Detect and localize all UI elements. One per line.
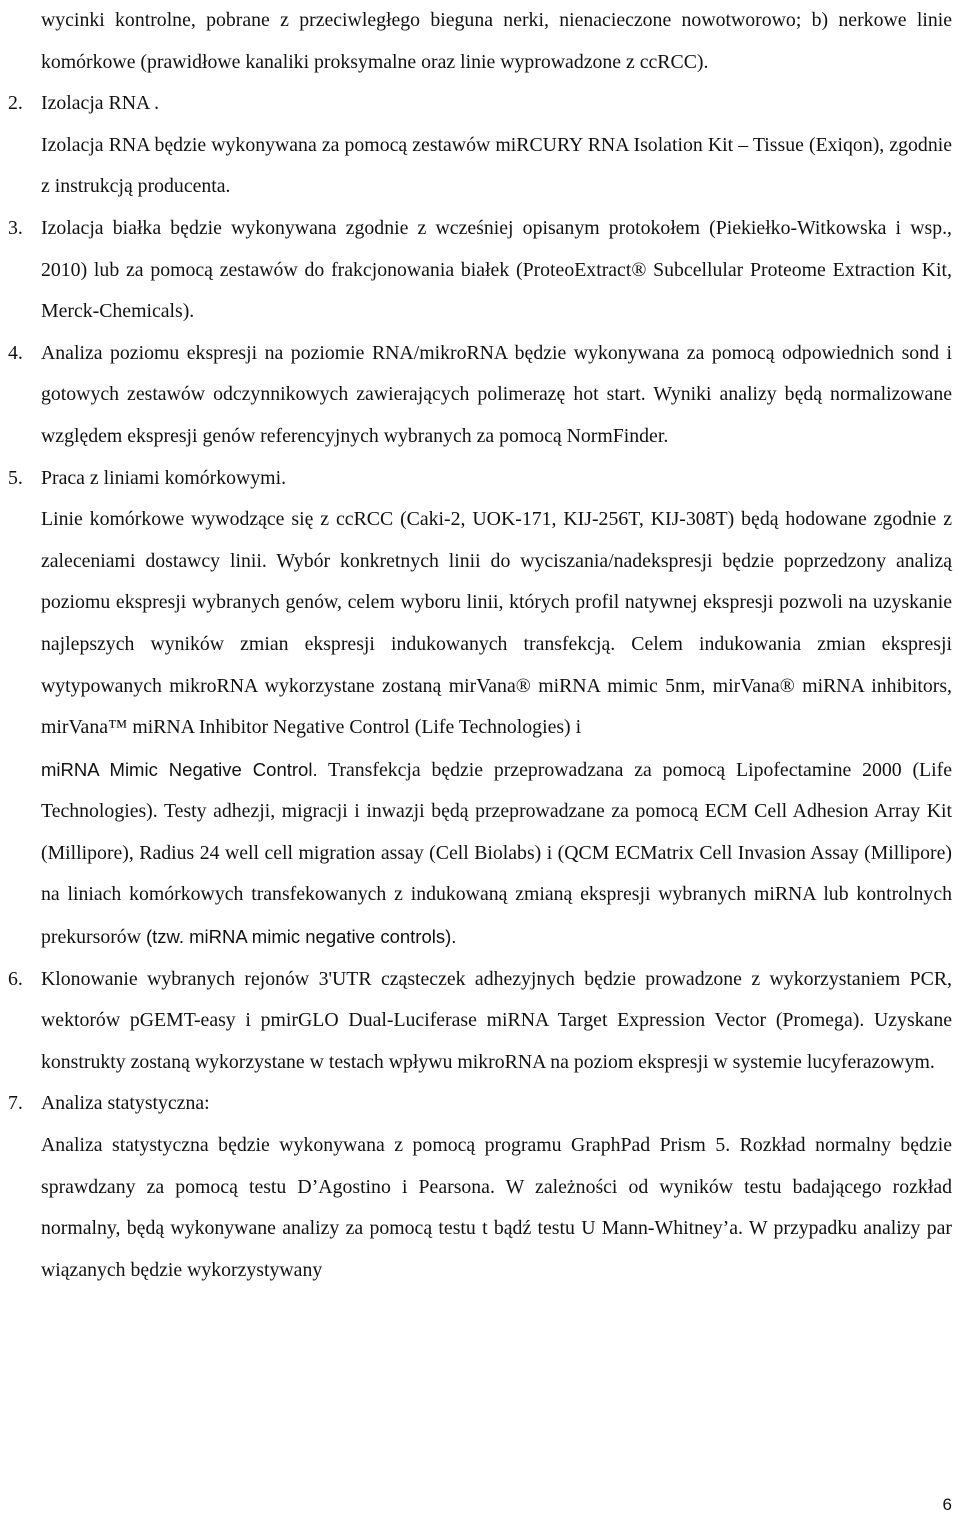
section-text-sans: miRNA Mimic Negative Control. (41, 758, 318, 780)
section-title: Analiza statystyczna: (41, 1092, 210, 1115)
section-number: 5. (8, 466, 23, 489)
paragraph-continuation (8, 0, 952, 83)
section-text: Transfekcja będzie przeprowadzana za pomocą Lipofectamine 2000 (Life Technologies). Testy adhezji, migracji i inwazji będą przeprowadzane za pomocą ECM Cell Adhesion Array Kit (Millipore), Radius 24 well cell migration assay (Cell Biolabs) i (QCM ECMatrix Cell Invasion Assay (Millipore) na liniach komórkowych transfekowanych z indukowaną zmianą ekspresji wybranych miRNA lub kontrolnych prekursorów (41, 758, 952, 949)
section-title: Praca z liniami komórkowymi. (41, 466, 287, 489)
section-text: Analiza statystyczna będzie wykonywana z pomocą programu GraphPad Prism 5. Rozkład normalny będzie sprawdzany za pomocą testu D’Agostino i Pearsona. W zależności od wyników testu badającego rozkład normalny, będą wykonywane analizy za pomocą testu t bądź testu U Mann-Whitney’a. W przypadku analizy par wiązanych będzie wykorzystywany (41, 1134, 952, 1281)
section-number: 7. (8, 1092, 23, 1115)
section-3 (8, 208, 952, 333)
section-5-heading (8, 458, 952, 500)
section-number: 2. (8, 92, 23, 115)
section-7-heading (8, 1083, 952, 1125)
section-number: 4. (8, 341, 23, 364)
section-text: Izolacja RNA będzie wykonywana za pomocą zestawów miRCURY RNA Isolation Kit – Tissue (Exiqon), zgodnie z instrukcją producenta. (41, 133, 952, 198)
section-text: Linie komórkowe wywodzące się z ccRCC (Caki-2, UOK-171, KIJ-256T, KIJ-308T) będą hodowane zgodnie z zaleceniami dostawcy linii. Wybór konkretnych linii do wyciszania/nadekspresji będzie poprzedzony analizą poziomu ekspresji wybranych genów, celem wyboru linii, których profil natywnej ekspresji pozwoli na uzyskanie najlepszych wyników zmian ekspresji indukowanych transfekcją. Celem indukowania zmian ekspresji wytypowanych mikroRNA wykorzystane zostaną mirVana® miRNA mimic 5nm, mirVana® miRNA inhibitors, mirVana™ miRNA Inhibitor Negative Control (Life Technologies) i (41, 508, 952, 739)
section-7-body (8, 1125, 952, 1291)
section-text: Analiza poziomu ekspresji na poziomie RNA/mikroRNA będzie wykonywana za pomocą odpowiednich sond i gotowych zestawów odczynnikowych zawierających polimerazę hot start. Wyniki analizy będą normalizowane względem ekspresji genów referencyjnych wybranych za pomocą NormFinder. (41, 341, 952, 447)
section-2-heading (8, 83, 952, 125)
section-text: Izolacja białka będzie wykonywana zgodnie z wcześniej opisanym protokołem (Piekiełko-Witkowska i wsp., 2010) lub za pomocą zestawów do frakcjonowania białek (ProteoExtract® Subcellular Proteome Extraction Kit, Merck-Chemicals). (41, 216, 952, 323)
section-6 (8, 959, 952, 1084)
section-5-body (8, 499, 952, 959)
section-2-body (8, 125, 952, 208)
section-number: 3. (8, 216, 23, 239)
continuation-text: wycinki kontrolne, pobrane z przeciwległego bieguna nerki, nienacieczone nowotworowo; b) nerkowe linie komórkowe (prawidłowe kanaliki proksymalne oraz linie wyprowadzone z ccRCC). (41, 9, 952, 73)
section-title: Izolacja RNA . (41, 92, 160, 115)
section-4 (8, 333, 952, 458)
section-number: 6. (8, 967, 23, 990)
page-number: 6 (942, 1495, 952, 1514)
section-text-sans: (tzw. miRNA mimic negative controls). (145, 926, 457, 948)
section-text: Klonowanie wybranych rejonów 3'UTR cząsteczek adhezyjnych będzie prowadzone z wykorzystaniem PCR, wektorów pGEMT-easy i pmirGLO Dual-Luciferase miRNA Target Expression Vector (Promega). Uzyskane konstrukty zostaną wykorzystane w testach wpływu mikroRNA na poziom ekspresji w systemie lucyferazowym. (41, 967, 952, 1073)
